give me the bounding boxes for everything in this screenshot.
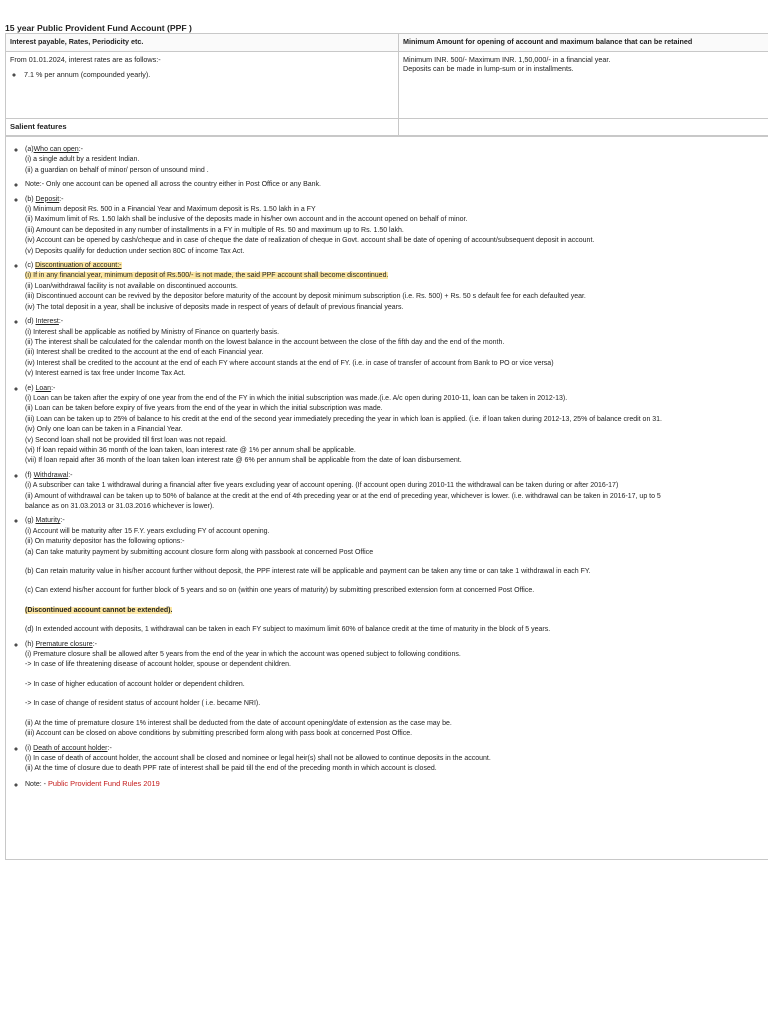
interest-rate-intro: From 01.01.2024, interest rates are as follows:-	[10, 55, 161, 64]
list-item	[25, 261, 662, 313]
list-item	[25, 471, 662, 513]
item-prefix: (a)	[25, 146, 34, 153]
text-line: (ii) a guardian on behalf of minor/ person of unsound mind .	[25, 166, 209, 174]
list-item	[25, 744, 662, 775]
deposit-mode-text: Deposits can be made in lump-sum or in installments.	[403, 64, 574, 73]
list-item	[25, 384, 662, 467]
text-line: (ii) The interest shall be calculated for the calendar month on the lowest balance in the account between the close of the fifth day and the end of the month.	[25, 338, 505, 346]
item-suffix: :-	[107, 744, 112, 752]
text-line: (a) Can take maturity payment by submitting account closure form along with passbook at concerned Post Office	[25, 548, 374, 556]
amount-limit-text: Minimum INR. 500/- Maximum INR. 1,50,000/- in a financial year.	[403, 55, 611, 64]
text-line: (iii) Interest shall be credited to the account at the end of each Financial year.	[25, 349, 264, 357]
item-suffix: :-	[51, 384, 56, 392]
text-line: (ii) At the time of premature closure 1% interest shall be deducted from the date of account opening/date of extension as the case may be.	[25, 719, 452, 727]
list-item	[25, 516, 662, 635]
item-prefix: (i)	[25, 744, 34, 752]
text-line: (v) Second loan shall not be provided till first loan was not repaid.	[25, 436, 227, 444]
salient-features-heading: Salient features	[10, 122, 67, 131]
list-item	[25, 779, 662, 790]
item-prefix: (h)	[25, 640, 36, 648]
text-line: (i) a single adult by a resident Indian.	[25, 156, 140, 164]
text-line: (iv) Only one loan can be taken in a Financial Year.	[25, 426, 183, 434]
highlighted-text: (Discontinued account cannot be extended).	[25, 606, 173, 614]
item-prefix: (f)	[25, 471, 34, 479]
text-line: (i) Minimum deposit Rs. 500 in a Financial Year and Maximum deposit is Rs. 1.50 lakh in a FY	[25, 206, 316, 214]
text-line: (ii) At the time of closure due to death PPF rate of interest shall be paid till the end of the preceding month in which account is closed.	[25, 765, 437, 773]
text-line: (i) In case of death of account holder, the account shall be closed and nominee or legal heir(s) shall not be allowed to continue deposits in the account.	[25, 754, 491, 762]
text-line: (ii) Maximum limit of Rs. 1.50 lakh shall be inclusive of the deposits made in his/her own account and in the account opened on behalf of minor.	[25, 216, 468, 224]
interest-heading: Interest	[35, 318, 59, 326]
text-line: -> In case of change of resident status of account holder ( i.e. became NRI).	[25, 700, 261, 708]
note-label: Note: -	[25, 780, 48, 788]
text-line: (iv) Interest shall be credited to the account at the end of each FY where account stands at the end of FY. (i.e. in case of transfer of account from Bank to PO or vice versa)	[25, 359, 554, 367]
text-line: (ii) Amount of withdrawal can be taken up to 50% of balance at the credit at the end of 4th preceding year or at the end of preceding year, whichever is lower. (i.e. withdrawal can be taken in 2016-17, up to 5	[25, 492, 661, 500]
item-suffix: :-	[68, 471, 73, 479]
note-text: Note:- Only one account can be opened all across the country either in Post Office or any Bank.	[25, 181, 321, 189]
interest-rate-item: ◦ 7.1 % per annum (compounded yearly).	[24, 70, 394, 79]
page-title: 15 year Public Provident Fund Account (PPF )	[5, 23, 192, 33]
text-line: (ii) Loan/withdrawal facility is not available on discontinued accounts.	[25, 282, 238, 290]
list-item	[25, 180, 662, 190]
item-suffix: :-	[59, 195, 64, 203]
ppf-rules-link[interactable]: Public Provident Fund Rules 2019	[47, 778, 160, 788]
text-line: -> In case of life threatening disease of account holder, spouse or dependent children.	[25, 661, 291, 669]
text-line: (i) A subscriber can take 1 withdrawal during a financial after five years excluding year of account opening. (If account open during 2010-11 the withdrawal can be taken during or after 2016-17)	[25, 482, 619, 490]
text-line: (d) In extended account with deposits, 1 withdrawal can be taken in each FY subject to maximum limit 60% of balance credit at the time of maturity in the block of 5 years.	[25, 626, 551, 634]
text-line: (v) Deposits qualify for deduction under section 80C of income Tax Act.	[25, 247, 245, 255]
text-line: (iii) Loan can be taken up to 25% of balance to his credit at the end of the second year immediately preceding the year in which loan is applied. (i.e. if loan taken during 2012-13, 25% of balance credit on 31.	[25, 415, 663, 423]
text-line: (v) Interest earned is tax free under Income Tax Act.	[25, 370, 186, 378]
divider	[6, 135, 768, 136]
amount-column-header: Minimum Amount for opening of account and maximum balance that can be retained	[399, 34, 768, 52]
text-line: (iii) Amount can be deposited in any number of installments in a FY in multiple of Rs. 50 and maximum up to Rs. 1.50 lakh.	[25, 226, 404, 234]
text-line: (iv) Account can be opened by cash/cheque and in case of cheque the date of realization of cheque in Govt. account shall be date of opening of account/subsequent deposit in account.	[25, 237, 595, 245]
item-prefix: (b)	[25, 195, 36, 203]
who-can-open-heading: Who can open	[33, 146, 79, 153]
item-prefix: (g)	[25, 517, 36, 525]
list-item	[25, 195, 662, 257]
withdrawal-heading: Withdrawal	[33, 471, 69, 479]
discontinuation-heading: Discontinuation of account:-	[35, 262, 122, 270]
text-line: (b) Can retain maturity value in his/her account further without deposit, the PPF interest rate will be applicable and payment can be taken any time or can take 1 withdrawal in each FY.	[25, 568, 591, 576]
text-line: (iii) Discontinued account can be revived by the depositor before maturity of the account by deposit minimum subscription (i.e. Rs. 500) + Rs. 50 s default fee for each defaulted year.	[25, 293, 586, 301]
text-line: (c) Can extend his/her account for further block of 5 years and so on (within one years of maturity) by submitting prescribed extension form at concerned Post Office.	[25, 587, 535, 595]
text-line: (iii) Account can be closed on above conditions by submitting prescribed form along with pass book at concerned Post Office.	[25, 730, 413, 738]
list-item	[25, 145, 662, 176]
premature-closure-heading: Premature closure	[35, 640, 93, 648]
item-suffix: :-	[92, 640, 97, 648]
death-heading: Death of account holder	[33, 744, 108, 752]
text-line: (ii) On maturity depositor has the following options:-	[25, 538, 185, 546]
list-item	[25, 317, 662, 379]
interest-column-header: Interest payable, Rates, Periodicity etc.	[6, 34, 399, 52]
loan-heading: Loan	[35, 384, 52, 392]
text-line: (iv) The total deposit in a year, shall be inclusive of deposits made in respect of years of default of previous financial years.	[25, 303, 404, 311]
deposit-heading: Deposit	[35, 195, 60, 203]
item-prefix: (c)	[25, 262, 36, 270]
item-prefix: (e)	[25, 384, 36, 392]
maturity-heading: Maturity	[35, 517, 61, 525]
text-line: (vii) If loan repaid after 36 month of the loan taken loan interest rate @ 6% per annum shall be applicable from the date of loan disbursement.	[25, 457, 462, 465]
text-line: balance as on 31.03.2013 or 31.03.2016 whichever is lower).	[25, 503, 215, 510]
salient-features-panel	[5, 118, 768, 860]
list-item	[25, 640, 662, 740]
item-suffix: :-	[58, 318, 64, 326]
item-suffix: :-	[78, 146, 83, 153]
text-line: (i) Premature closure shall be allowed after 5 years from the end of the year in which the account was opened subject to following conditions.	[25, 651, 461, 659]
features-content	[6, 145, 662, 794]
item-prefix: (d)	[25, 318, 36, 326]
text-line: (i) Interest shall be applicable as notified by Ministry of Finance on quarterly basis.	[25, 328, 280, 336]
text-line: (i) Loan can be taken after the expiry of one year from the end of the FY in which the initial subscription was made.(i.e. A/c open during 2010-11, loan can be taken in 2012-13).	[25, 394, 568, 402]
item-suffix: :-	[60, 517, 65, 525]
text-line: (ii) Loan can be taken before expiry of five years from the end of the year in which the initial subscription was made.	[25, 405, 383, 413]
text-line: (i) Account will be maturity after 15 F.Y. years excluding FY of account opening.	[25, 527, 270, 535]
text-line: -> In case of higher education of account holder or dependent children.	[25, 680, 245, 688]
text-line: (vi) If loan repaid within 36 month of the loan taken, loan interest rate @ 1% per annum shall be applicable.	[25, 446, 356, 454]
highlighted-text: (i) If in any financial year, minimum deposit of Rs.500/- is not made, the said PPF account shall become discontinued.	[25, 272, 389, 280]
